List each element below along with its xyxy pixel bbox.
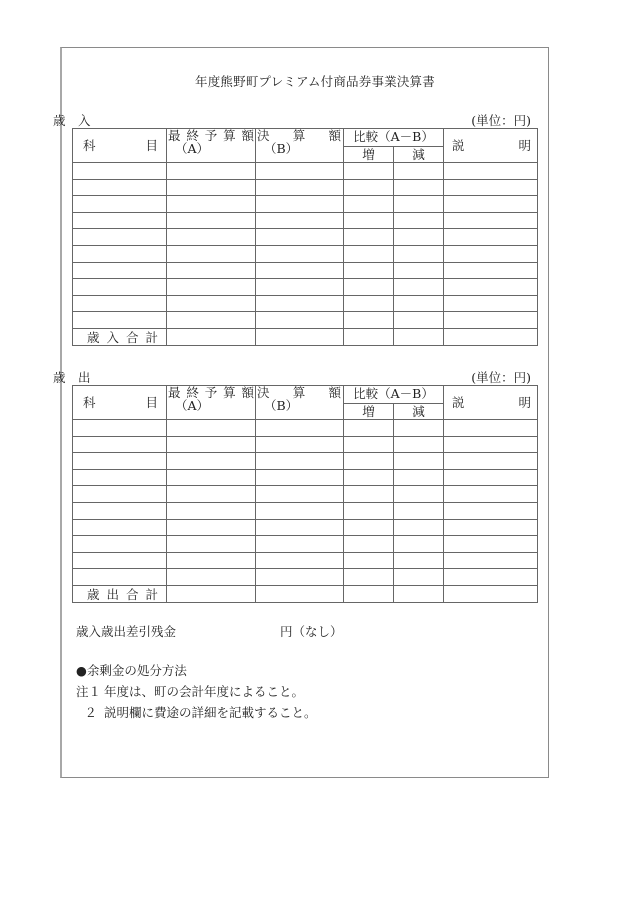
balance-amount: 円（なし）: [280, 624, 343, 639]
expenditure-section-label: 歳 出: [53, 370, 91, 385]
expenditure-row: [73, 519, 538, 536]
cell[interactable]: [167, 295, 256, 312]
cell[interactable]: [73, 469, 167, 486]
cell[interactable]: [444, 212, 538, 229]
cell[interactable]: [167, 328, 256, 345]
header-comparison: 比較（A－B） 増 減: [344, 386, 444, 420]
cell[interactable]: [73, 502, 167, 519]
cell[interactable]: [444, 436, 538, 453]
cell[interactable]: [394, 328, 444, 345]
cell[interactable]: [394, 536, 444, 553]
cell[interactable]: [256, 179, 344, 196]
cell[interactable]: [256, 328, 344, 345]
cell[interactable]: [444, 569, 538, 586]
cell[interactable]: [394, 163, 444, 180]
revenue-row: [73, 312, 538, 329]
cell[interactable]: [444, 585, 538, 602]
cell[interactable]: [167, 196, 256, 213]
cell[interactable]: [344, 436, 394, 453]
header-description: 説 明: [444, 129, 538, 163]
header-description: 説 明: [444, 386, 538, 420]
header-increase: 増: [362, 147, 375, 162]
revenue-row: [73, 295, 538, 312]
cell[interactable]: [444, 536, 538, 553]
cell[interactable]: [444, 196, 538, 213]
cell[interactable]: [256, 212, 344, 229]
cell[interactable]: [256, 569, 344, 586]
cell[interactable]: [256, 295, 344, 312]
cell[interactable]: [444, 552, 538, 569]
header-final-budget: 最 終 予 算 額 （A）: [167, 386, 256, 420]
cell[interactable]: [344, 196, 394, 213]
cell[interactable]: [256, 245, 344, 262]
header-increase: 増: [362, 404, 375, 419]
cell[interactable]: [344, 212, 394, 229]
cell[interactable]: [256, 453, 344, 470]
cell[interactable]: [167, 585, 256, 602]
cell[interactable]: [344, 552, 394, 569]
cell[interactable]: [256, 469, 344, 486]
expenditure-total-row: [73, 585, 538, 602]
cell[interactable]: [394, 585, 444, 602]
cell[interactable]: [73, 163, 167, 180]
cell[interactable]: [444, 519, 538, 536]
cell[interactable]: [73, 279, 167, 296]
expenditure-row: [73, 453, 538, 470]
cell[interactable]: [344, 486, 394, 503]
cell[interactable]: [344, 179, 394, 196]
expenditure-total-label: 歳出合計: [87, 586, 166, 602]
cell[interactable]: [444, 179, 538, 196]
cell[interactable]: [167, 245, 256, 262]
cell[interactable]: [344, 328, 394, 345]
cell[interactable]: [73, 436, 167, 453]
cell[interactable]: [394, 453, 444, 470]
expenditure-table: [72, 385, 538, 603]
header-settlement: 決 算 額 （B）: [256, 129, 344, 163]
cell[interactable]: [256, 163, 344, 180]
note-1: 注１ 年度は、町の会計年度によること。: [76, 684, 305, 699]
cell[interactable]: [444, 312, 538, 329]
cell[interactable]: [444, 328, 538, 345]
cell[interactable]: [73, 453, 167, 470]
cell[interactable]: [167, 436, 256, 453]
header-kamoku: 科 目: [83, 394, 158, 410]
balance-line: [76, 622, 343, 640]
expenditure-row: [73, 436, 538, 453]
cell[interactable]: [444, 229, 538, 246]
cell[interactable]: [444, 469, 538, 486]
expenditure-row: [73, 569, 538, 586]
cell[interactable]: [73, 519, 167, 536]
expenditure-row: [73, 536, 538, 553]
cell[interactable]: [394, 212, 444, 229]
cell[interactable]: [167, 179, 256, 196]
cell[interactable]: [256, 436, 344, 453]
cell[interactable]: [167, 279, 256, 296]
cell[interactable]: [394, 502, 444, 519]
cell[interactable]: [73, 536, 167, 553]
cell[interactable]: [344, 469, 394, 486]
cell[interactable]: [444, 295, 538, 312]
cell[interactable]: [167, 502, 256, 519]
cell[interactable]: [167, 312, 256, 329]
cell[interactable]: [167, 163, 256, 180]
cell[interactable]: [394, 519, 444, 536]
cell[interactable]: [256, 502, 344, 519]
cell[interactable]: [394, 179, 444, 196]
cell[interactable]: [73, 295, 167, 312]
cell[interactable]: [444, 486, 538, 503]
cell[interactable]: [344, 536, 394, 553]
cell[interactable]: [444, 279, 538, 296]
cell[interactable]: [73, 262, 167, 279]
cell[interactable]: [394, 295, 444, 312]
cell[interactable]: [344, 569, 394, 586]
note-2: ２ 説明欄に費途の詳細を記載すること。: [84, 705, 317, 720]
revenue-total-label: 歳入合計: [87, 329, 166, 345]
cell[interactable]: [394, 486, 444, 503]
cell[interactable]: [167, 453, 256, 470]
revenue-row: [73, 163, 538, 180]
cell[interactable]: [444, 245, 538, 262]
cell[interactable]: [167, 262, 256, 279]
cell[interactable]: [167, 519, 256, 536]
revenue-row: [73, 262, 538, 279]
cell[interactable]: [344, 453, 394, 470]
cell[interactable]: [256, 279, 344, 296]
expenditure-row: [73, 552, 538, 569]
revenue-row: [73, 229, 538, 246]
revenue-total-row: [73, 328, 538, 345]
header-settlement: 決 算 額 （B）: [256, 386, 344, 420]
cell[interactable]: [73, 179, 167, 196]
cell[interactable]: [256, 552, 344, 569]
cell[interactable]: [167, 212, 256, 229]
cell[interactable]: [73, 569, 167, 586]
cell[interactable]: [167, 420, 256, 437]
expenditure-row: [73, 486, 538, 503]
cell[interactable]: [444, 420, 538, 437]
cell[interactable]: [256, 519, 344, 536]
revenue-table: [72, 128, 538, 346]
cell[interactable]: [394, 245, 444, 262]
cell[interactable]: [394, 436, 444, 453]
cell[interactable]: [167, 486, 256, 503]
header-final-budget: 最 終 予 算 額 （A）: [167, 129, 256, 163]
revenue-row: [73, 279, 538, 296]
cell[interactable]: [256, 486, 344, 503]
balance-label: 歳入歳出差引残金: [76, 624, 177, 639]
cell[interactable]: [394, 552, 444, 569]
cell[interactable]: [256, 585, 344, 602]
cell[interactable]: [256, 262, 344, 279]
cell[interactable]: [73, 420, 167, 437]
cell[interactable]: [394, 569, 444, 586]
header-decrease: 減: [393, 147, 443, 162]
cell[interactable]: [167, 552, 256, 569]
cell[interactable]: [344, 519, 394, 536]
cell[interactable]: [167, 229, 256, 246]
notes-section: [76, 660, 317, 723]
revenue-row: [73, 212, 538, 229]
cell[interactable]: [344, 295, 394, 312]
cell[interactable]: [344, 245, 394, 262]
revenue-row: [73, 245, 538, 262]
cell[interactable]: [444, 502, 538, 519]
revenue-header-row: [73, 129, 538, 163]
cell[interactable]: [394, 196, 444, 213]
header-comparison: 比較（A－B） 増 減: [344, 129, 444, 163]
cell[interactable]: [394, 262, 444, 279]
cell[interactable]: [73, 196, 167, 213]
cell[interactable]: [344, 163, 394, 180]
cell[interactable]: [167, 569, 256, 586]
expenditure-row: [73, 420, 538, 437]
cell[interactable]: [344, 502, 394, 519]
cell[interactable]: [394, 420, 444, 437]
revenue-row: [73, 196, 538, 213]
cell[interactable]: [394, 469, 444, 486]
cell[interactable]: [444, 453, 538, 470]
cell[interactable]: [394, 229, 444, 246]
cell[interactable]: [73, 312, 167, 329]
cell[interactable]: [344, 262, 394, 279]
expenditure-row: [73, 469, 538, 486]
cell[interactable]: [256, 312, 344, 329]
cell[interactable]: [256, 536, 344, 553]
document-title: 年度熊野町プレミアム付商品券事業決算書: [195, 74, 435, 89]
cell[interactable]: [256, 196, 344, 213]
cell[interactable]: [256, 229, 344, 246]
header-decrease: 減: [393, 404, 443, 419]
cell[interactable]: [73, 552, 167, 569]
cell[interactable]: [344, 585, 394, 602]
cell[interactable]: [344, 279, 394, 296]
cell[interactable]: [167, 469, 256, 486]
cell[interactable]: [73, 245, 167, 262]
revenue-row: [73, 179, 538, 196]
surplus-heading: ●余剰金の処分方法: [76, 663, 187, 678]
cell[interactable]: [344, 312, 394, 329]
expenditure-header-row: [73, 386, 538, 420]
revenue-section-label: 歳 入: [53, 113, 91, 128]
cell[interactable]: [73, 229, 167, 246]
cell[interactable]: [167, 536, 256, 553]
cell[interactable]: [344, 420, 394, 437]
cell[interactable]: [444, 163, 538, 180]
expenditure-unit-label: (単位：円): [471, 370, 531, 385]
cell[interactable]: [394, 279, 444, 296]
cell[interactable]: [256, 420, 344, 437]
cell[interactable]: [73, 486, 167, 503]
cell[interactable]: [73, 212, 167, 229]
expenditure-row: [73, 502, 538, 519]
revenue-unit-label: (単位：円): [471, 113, 531, 128]
cell[interactable]: [344, 229, 394, 246]
cell[interactable]: [444, 262, 538, 279]
cell[interactable]: [394, 312, 444, 329]
header-kamoku: 科 目: [83, 137, 158, 153]
